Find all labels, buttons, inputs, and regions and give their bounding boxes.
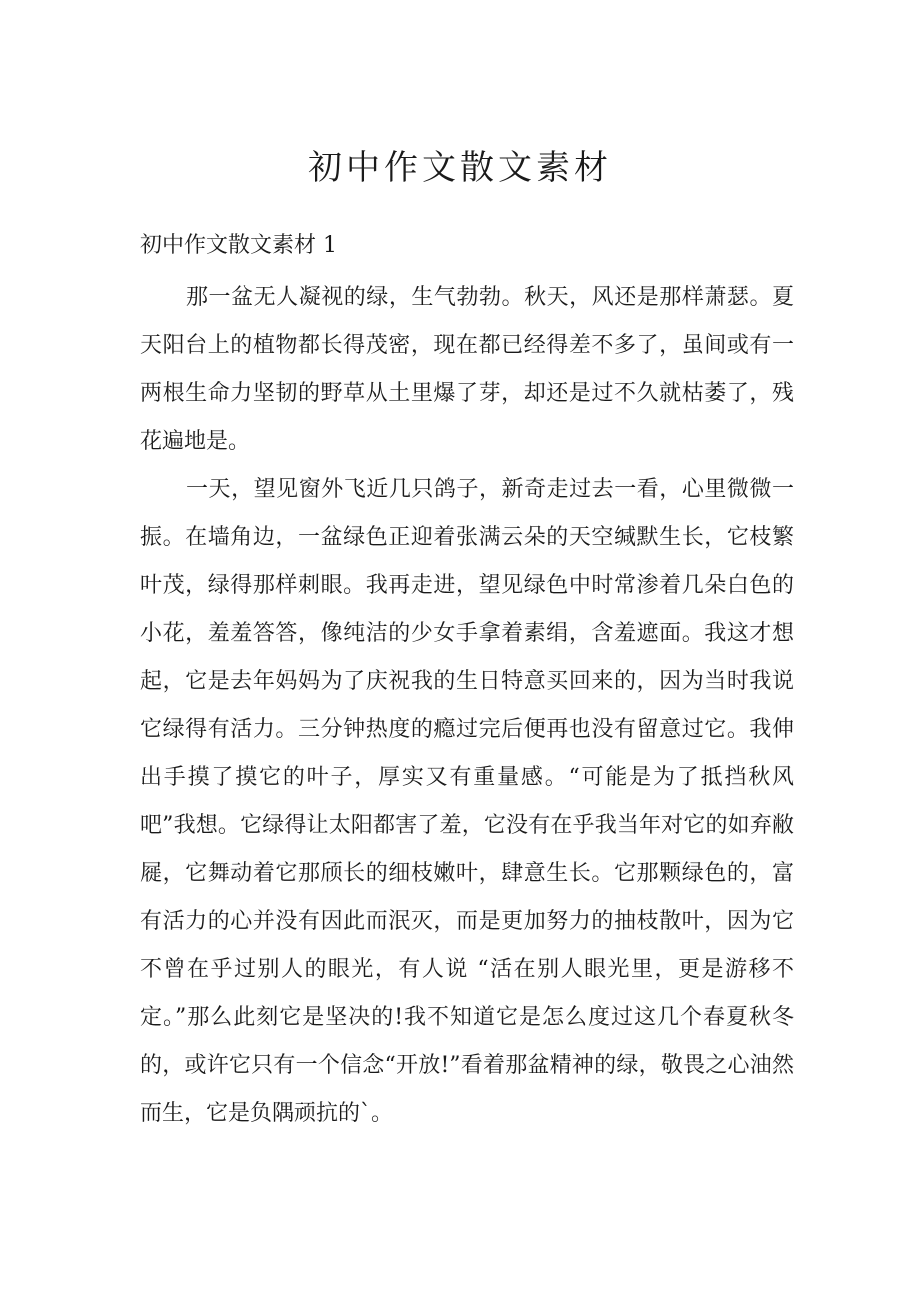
paragraph-2: 一天，望见窗外飞近几只鸽子，新奇走过去一看，心里微微一振。在墙角边，一盆绿色正迎着张满云朵的天空缄默生长，它枝繁叶茂，绿得那样刺眼。我再走进，望见绿色中时常渗着几朵白色的小花，羞羞答答，像纯洁的少女手拿着素绢，含羞遮面。我这才想起，它是去年妈妈为了庆祝我的生日特意买回来的，因为当时我说它绿得有活力。三分钟热度的瘾过完后便再也没有留意过它。我伸出手摸了摸它的叶子，厚实又有重量感。“可能是为了抵挡秋风吧”我想。它绿得让太阳都害了羞，它没有在乎我当年对它的如弃敝屣，它舞动着它那颀长的细枝嫩叶，肆意生长。它那颗绿色的，富有活力的心并没有因此而泯灭，而是更加努力的抽枝散叶，因为它不曾在乎过别人的眼光，有人说 “活在别人眼光里，更是游移不定。”那么此刻它是坚决的!我不知道它是怎么度过这几个春夏秋冬的，或许它只有一个信念“开放!”看着那盆精神的绿，敬畏之心油然而生，它是负隅顽抗的`。 <box>140 477 794 1126</box>
paragraph-1: 那一盆无人凝视的绿，生气勃勃。秋天，风还是那样萧瑟。夏天阳台上的植物都长得茂密，现在都已经得差不多了，虽间或有一两根生命力坚韧的野草从土里爆了芽，却还是过不久就枯萎了，残花遍地是。 <box>140 285 794 454</box>
document-body <box>140 274 794 1138</box>
document-title: 初中作文散文素材 <box>308 148 612 188</box>
section-heading: 初中作文散文素材 1 <box>140 233 337 258</box>
